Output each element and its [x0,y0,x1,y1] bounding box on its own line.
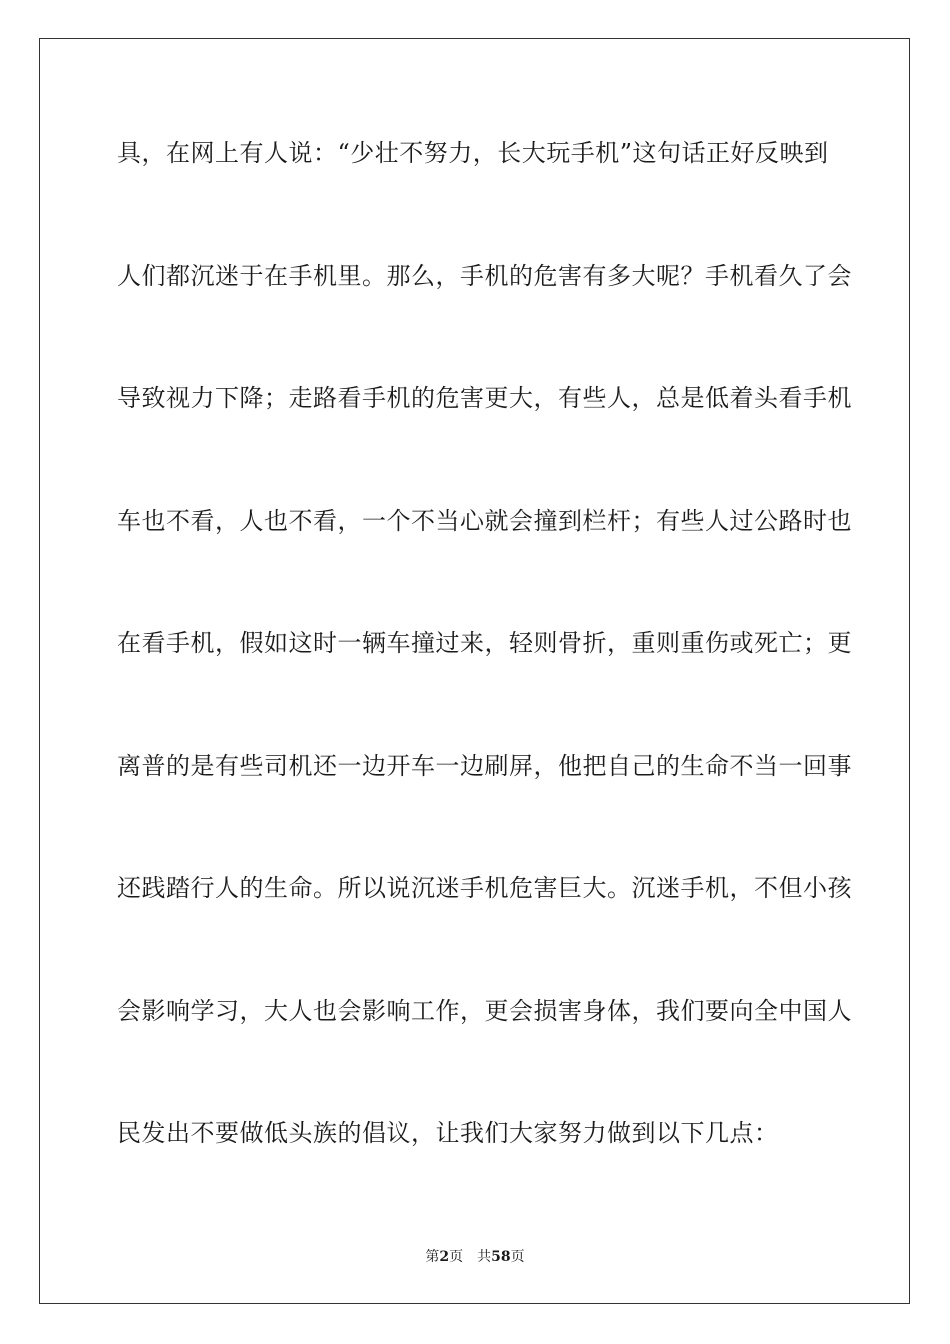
total-suffix: 页 [510,1249,525,1265]
text-line: 导致视力下降；走路看手机的危害更大，有些人，总是低着头看手机 [117,384,852,412]
text-line: 还践踏行人的生命。所以说沉迷手机危害巨大。沉迷手机，不但小孩 [117,874,852,902]
page-number: 2 [439,1249,450,1265]
page-prefix: 第 [425,1249,440,1265]
text-line: 具，在网上有人说：“少壮不努力，长大玩手机”这句话正好反映到 [117,139,829,167]
text-line: 车也不看，人也不看，一个不当心就会撞到栏杆；有些人过公路时也 [117,506,852,535]
text-line: 离普的是有些司机还一边开车一边刷屏，他把自己的生命不当一回事 [117,751,852,780]
text-line: 人们都沉迷于在手机里。那么，手机的危害有多大呢？手机看久了会 [117,261,852,290]
body-text [117,126,852,1229]
text-line: 民发出不要做低头族的倡议，让我们大家努力做到以下几点： [117,1119,779,1147]
page-footer [0,1246,950,1266]
text-line: 会影响学习，大人也会影响工作，更会损害身体，我们要向全中国人 [117,996,852,1025]
text-line: 在看手机，假如这时一辆车撞过来，轻则骨折，重则重伤或死亡；更 [117,629,852,657]
total-prefix: 共 [477,1249,492,1265]
page-suffix: 页 [449,1249,464,1265]
total-pages: 58 [491,1249,511,1265]
